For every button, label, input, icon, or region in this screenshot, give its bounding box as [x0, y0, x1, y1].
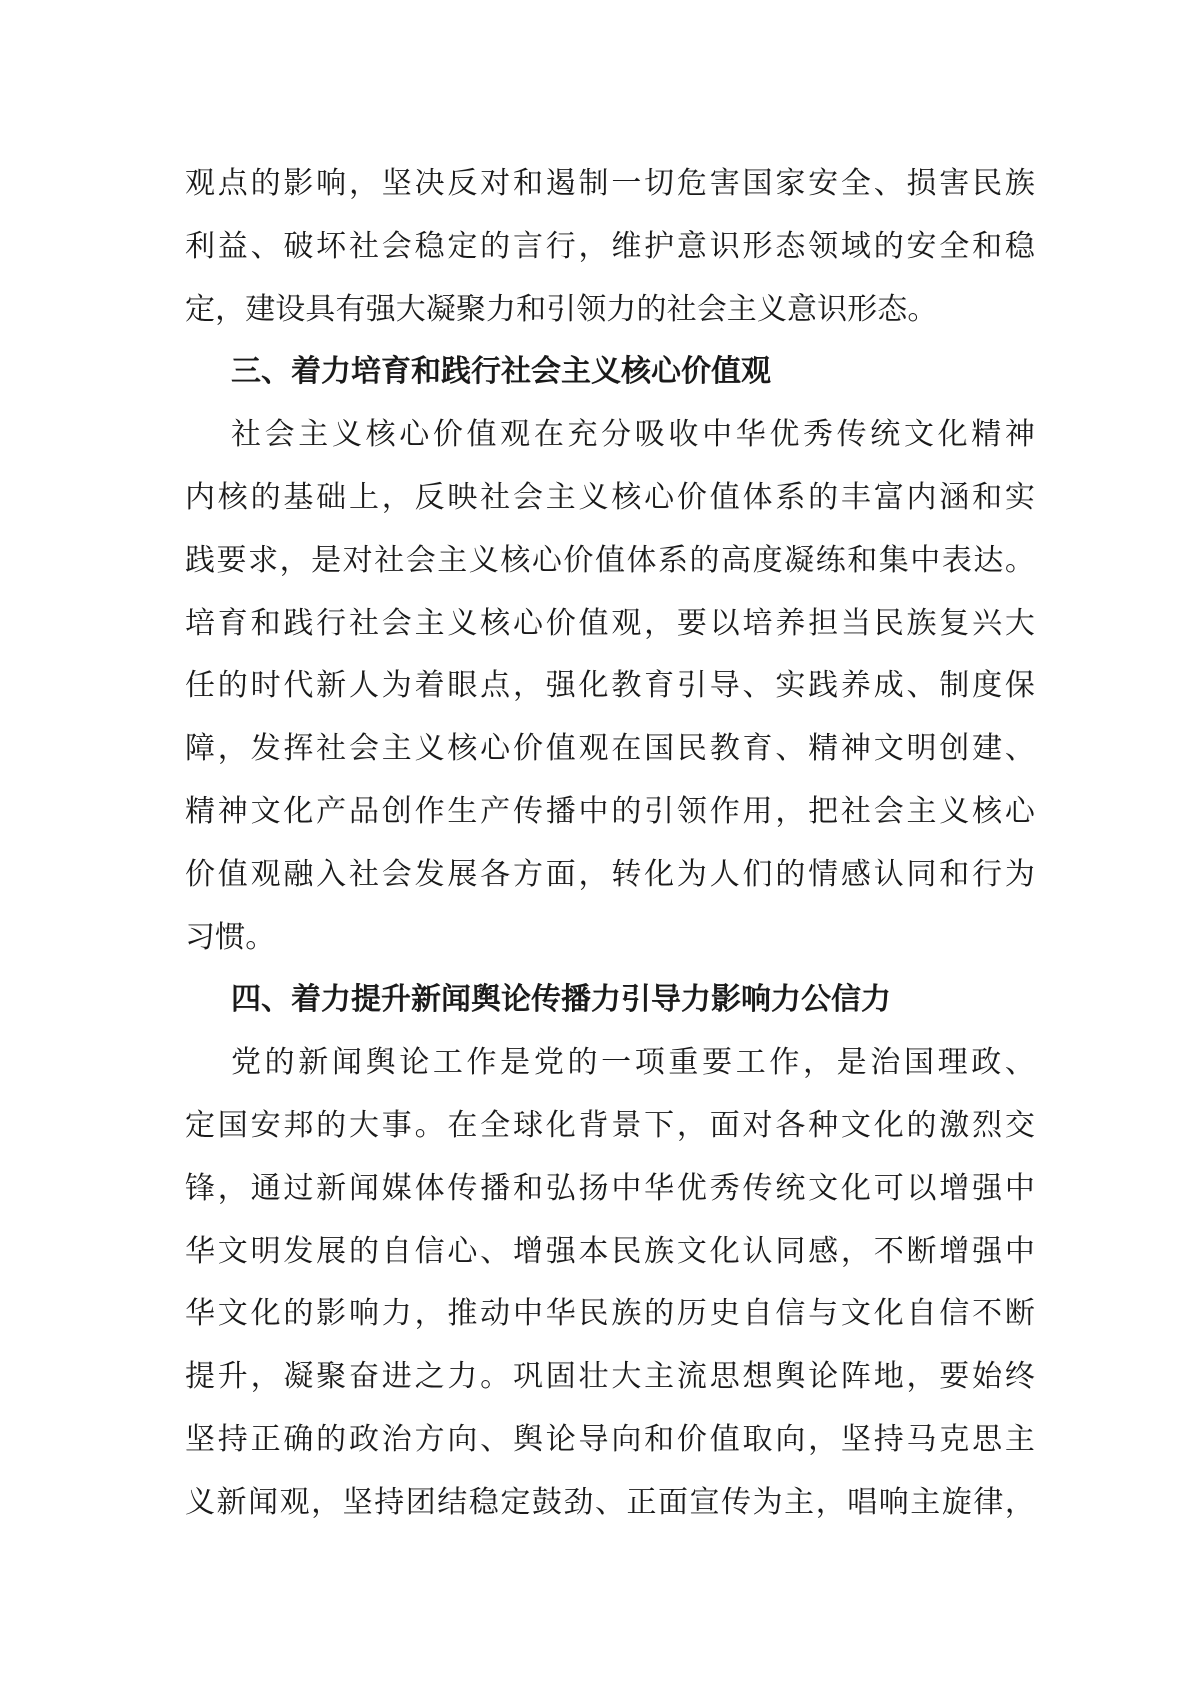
- paragraph-line: 价值观融入社会发展各方面，转化为人们的情感认同和行为: [185, 856, 1035, 892]
- paragraph-line: 提升，凝聚奋进之力。巩固壮大主流思想舆论阵地，要始终: [185, 1359, 1035, 1395]
- paragraph-line: 任的时代新人为着眼点，强化教育引导、实践养成、制度保: [185, 668, 1035, 704]
- document-body: [185, 153, 1035, 1535]
- paragraph-line: 锋，通过新闻媒体传播和弘扬中华优秀传统文化可以增强中: [185, 1170, 1035, 1206]
- paragraph-line: 精神文化产品创作生产传播中的引领作用，把社会主义核心: [185, 793, 1035, 829]
- paragraph-line: 定，建设具有强大凝聚力和引领力的社会主义意识形态。: [185, 291, 938, 327]
- paragraph-line: 培育和践行社会主义核心价值观，要以培养担当民族复兴大: [185, 605, 1035, 641]
- paragraph-line: 定国安邦的大事。在全球化背景下，面对各种文化的激烈交: [185, 1107, 1035, 1143]
- paragraph-line: 华文明发展的自信心、增强本民族文化认同感，不断增强中: [185, 1233, 1035, 1269]
- paragraph-line: 义新闻观，坚持团结稳定鼓劲、正面宣传为主，唱响主旋律，: [185, 1484, 1035, 1520]
- paragraph-line: 华文化的影响力，推动中华民族的历史自信与文化自信不断: [185, 1296, 1035, 1332]
- paragraph-line: 践要求，是对社会主义核心价值体系的高度凝练和集中表达。: [185, 542, 1035, 578]
- paragraph-line: 障，发挥社会主义核心价值观在国民教育、精神文明创建、: [185, 731, 1035, 767]
- paragraph-line: 社会主义核心价值观在充分吸收中华优秀传统文化精神: [231, 417, 1035, 453]
- paragraph-line: 利益、破坏社会稳定的言行，维护意识形态领域的安全和稳: [185, 228, 1035, 264]
- paragraph-line: 观点的影响，坚决反对和遏制一切危害国家安全、损害民族: [185, 166, 1035, 201]
- paragraph-line: 习惯。: [185, 919, 276, 955]
- paragraph-line: 内核的基础上，反映社会主义核心价值体系的丰富内涵和实: [185, 479, 1035, 515]
- section-heading-3: 三、着力培育和践行社会主义核心价值观: [231, 354, 771, 390]
- paragraph-line: 党的新闻舆论工作是党的一项重要工作，是治国理政、: [231, 1045, 1035, 1081]
- paragraph-line: 坚持正确的政治方向、舆论导向和价值取向，坚持马克思主: [185, 1421, 1035, 1457]
- section-heading-4: 四、着力提升新闻舆论传播力引导力影响力公信力: [231, 982, 891, 1018]
